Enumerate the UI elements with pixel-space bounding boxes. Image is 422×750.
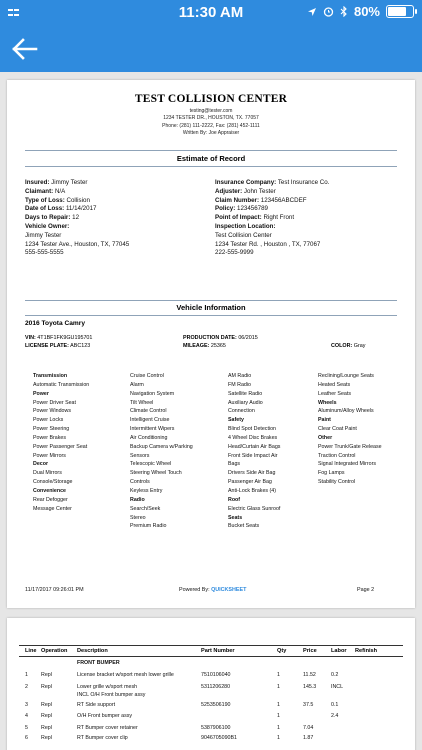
table-cell: 37.5 [303, 702, 314, 708]
info-value: Jimmy Tester [25, 231, 62, 239]
table-cell: 2.4 [331, 713, 339, 719]
production-date-row [183, 335, 258, 341]
table-cell: 3 [25, 702, 28, 708]
option-item: Power Windows [33, 408, 71, 415]
table-row [19, 725, 403, 735]
estimate-table-header [19, 645, 403, 657]
option-item: Power Brakes [33, 434, 66, 441]
info-value: Jimmy Tester [51, 179, 88, 186]
table-cell: FRONT BUMPER [77, 660, 120, 666]
table-cell: Repl [41, 672, 52, 678]
vehicle-name: 2016 Toyota Camry [25, 320, 85, 327]
option-category: Convenience [33, 487, 66, 494]
info-row [215, 197, 329, 206]
status-bar [0, 0, 422, 26]
option-item: Satellite Radio [228, 390, 263, 397]
option-item: Bucket Seats [228, 523, 260, 530]
table-row [19, 672, 403, 682]
info-row [25, 205, 129, 214]
option-item: Leather Seats [318, 390, 351, 397]
info-row [25, 188, 129, 197]
table-cell: O/H Front bumper assy [77, 713, 133, 719]
column-header: Operation [41, 648, 68, 654]
alarm-icon [323, 6, 334, 17]
vin-value: 4T1BF1FK9GU195701 [37, 335, 93, 341]
info-row [25, 241, 129, 250]
divider [25, 166, 397, 167]
option-item: Backup Camera w/Parking [130, 443, 193, 450]
info-value: John Tester [243, 187, 276, 195]
info-row [25, 214, 129, 223]
table-cell: RT Side support [77, 702, 116, 708]
option-item: Electric Glass Sunroof [228, 505, 281, 512]
info-row [215, 223, 329, 232]
info-label: Type of Loss: [25, 196, 65, 204]
table-cell: 1 [277, 684, 280, 690]
options-column-1 [33, 372, 89, 514]
table-cell: 5311206280 [201, 684, 231, 690]
table-cell: 7.04 [303, 725, 314, 731]
status-time: 11:30 AM [178, 4, 244, 21]
option-item: Tilt Wheel [130, 399, 154, 406]
table-cell: License bracket w/sport mesh lower grille [77, 672, 174, 678]
footer-timestamp: 11/17/2017 09:26:01 PM [25, 587, 84, 593]
option-item: Clear Coat Paint [318, 426, 357, 433]
option-item: Dual Mirrors [33, 470, 62, 477]
option-item: Front Side Impact Air [228, 452, 278, 459]
plate-label: LICENSE PLATE: [25, 343, 69, 349]
option-item: Anti-Lock Brakes (4) [228, 487, 276, 494]
column-header: Line [25, 648, 37, 654]
table-row [19, 692, 403, 702]
info-label: Inspection Location: [215, 222, 276, 230]
option-item: Reclining/Lounge Seats [318, 373, 374, 379]
option-item: Intelligent Cruise [130, 417, 170, 424]
table-cell: INCL O/H Front bumper assy [77, 692, 146, 698]
table-cell: 5387906100 [201, 725, 231, 731]
report-header [7, 93, 415, 137]
option-item: Premium Radio [130, 523, 167, 530]
table-row [19, 660, 403, 670]
battery-icon [386, 5, 414, 18]
info-value: 1234 Tester Ave., Houston, TX, 77045 [25, 240, 130, 248]
option-item: Power Locks [33, 417, 64, 424]
color-value: Gray [353, 343, 366, 349]
option-item: Bags [228, 461, 241, 468]
info-row [25, 223, 129, 232]
info-value: 11/14/2017 [65, 205, 97, 213]
info-value: 555-555-5555 [25, 249, 64, 257]
company-phone: Phone: (281) 111-2222, Fax: (281) 452-1111 [162, 122, 260, 129]
option-item: Auxiliary Audio [228, 399, 263, 406]
option-item: Keyless Entry [130, 487, 163, 494]
production-date-label: PRODUCTION DATE: [183, 335, 237, 341]
page-number: Page 2 [357, 587, 375, 593]
table-row [19, 713, 403, 723]
table-cell: INCL [331, 684, 344, 690]
info-label: Policy: [215, 205, 236, 213]
powered-by [179, 587, 246, 593]
info-row [215, 232, 329, 241]
divider [25, 315, 397, 316]
location-icon [307, 7, 317, 17]
option-item: Console/Storage [33, 479, 73, 486]
table-cell: 5253506190 [201, 702, 231, 708]
option-item: Climate Control [130, 408, 167, 415]
info-value: 12 [72, 214, 80, 222]
info-row [215, 188, 329, 197]
written-by: Written By: Joe Appraiser [182, 129, 240, 136]
table-cell: RT Bumper cover clip [77, 735, 128, 741]
table-cell: 1.87 [303, 735, 314, 741]
option-item: Search/Seek [130, 505, 161, 512]
option-category: Seats [228, 514, 243, 521]
option-category: Roof [228, 496, 241, 503]
table-cell: Repl [41, 735, 52, 741]
option-item: Message Center [33, 505, 72, 512]
option-item: AM Radio [228, 373, 252, 379]
option-item: Heated Seats [318, 381, 351, 388]
estimate-page [7, 618, 415, 750]
info-label: Claim Number: [215, 196, 260, 204]
info-row [25, 232, 129, 241]
powered-by-label: Powered By: [179, 587, 210, 593]
option-item: Blind Spot Detection [228, 426, 276, 433]
table-cell: 9046705090B1 [201, 735, 237, 741]
option-item: 4 Wheel Disc Brakes [228, 434, 278, 441]
option-item: Power Trunk/Gate Release [318, 443, 382, 450]
option-item: Aluminum/Alloy Wheels [318, 408, 374, 415]
table-cell: 1 [277, 725, 280, 731]
option-category: Power [33, 390, 49, 397]
info-row [215, 205, 329, 214]
back-arrow-icon[interactable] [10, 35, 40, 63]
info-value: Right Front [263, 214, 295, 222]
option-item: Stability Control [318, 479, 356, 486]
estimate-title: Estimate of Record [176, 154, 246, 163]
report-page [7, 80, 415, 608]
table-row [19, 735, 403, 745]
info-value: 123456ABCDEF [260, 196, 307, 204]
option-category: Safety [228, 417, 244, 424]
table-cell: Lower grille w/sport mesh [77, 684, 138, 690]
option-category: Decor [33, 461, 49, 468]
mileage-value: 25365 [210, 343, 226, 349]
option-item: Power Passenger Seat [33, 443, 88, 450]
table-cell: Repl [41, 713, 52, 719]
table-cell: 1 [277, 713, 280, 719]
info-value: 222-555-9999 [215, 249, 254, 257]
info-row [215, 214, 329, 223]
color-row [331, 343, 365, 349]
options-column-4 [318, 372, 382, 487]
option-item: Connection [228, 408, 255, 415]
option-category: Radio [130, 496, 145, 503]
table-cell: Repl [41, 725, 52, 731]
table-cell: 5 [25, 725, 28, 731]
table-cell: 11.52 [303, 672, 316, 678]
option-item: Rear Defogger [33, 496, 68, 503]
table-cell: 4 [25, 713, 28, 719]
option-category: Transmission [33, 373, 68, 379]
info-row [215, 179, 329, 188]
column-header: Refinish [355, 648, 378, 654]
table-cell: 1 [277, 672, 280, 678]
table-cell: 6 [25, 735, 28, 741]
option-item: Air Conditioning [130, 434, 168, 441]
table-cell: 0.2 [331, 672, 339, 678]
table-cell: Repl [41, 684, 52, 690]
option-item: FM Radio [228, 381, 251, 388]
column-header: Price [303, 648, 317, 654]
table-cell: 1 [25, 672, 28, 678]
options-column-3 [228, 372, 280, 531]
option-item: Stereo [130, 514, 146, 521]
option-category: Wheels [318, 399, 337, 406]
info-label: Date of Loss: [25, 205, 65, 213]
table-row [19, 702, 403, 712]
option-item: Automatic Transmission [33, 381, 90, 388]
options-column-2 [130, 372, 193, 531]
table-cell: 1 [277, 702, 280, 708]
info-label: Claimant: [25, 187, 54, 195]
option-item: Alarm [130, 381, 144, 388]
option-item: Signal Integrated Mirrors [318, 461, 376, 468]
info-value: 123456789 [237, 205, 269, 213]
table-cell: 7510106040 [201, 672, 231, 678]
option-item: Power Steering [33, 426, 70, 433]
info-label: Vehicle Owner: [25, 222, 70, 230]
option-item: Cruise Control [130, 373, 164, 379]
option-category: Other [318, 434, 333, 441]
company-name: TEST COLLISION CENTER [134, 93, 288, 105]
info-label: Days to Repair: [25, 214, 71, 222]
bluetooth-icon [340, 6, 348, 17]
option-item: Telescopic Wheel [130, 461, 172, 468]
battery-percent: 80% [353, 4, 380, 19]
info-value: Collision [66, 196, 90, 204]
table-cell: 2 [25, 684, 28, 690]
column-header: Part Number [201, 648, 235, 654]
option-item: Head/Curtain Air Bags [228, 443, 281, 450]
option-item: Intermittent Wipers [130, 426, 175, 433]
plate-row [25, 343, 90, 349]
option-item: Sensors [130, 452, 150, 459]
info-label: Adjuster: [215, 187, 243, 195]
option-item: Fog Lamps [318, 470, 345, 477]
option-category: Paint [318, 417, 331, 424]
info-value: N/A [54, 187, 66, 195]
table-cell: 1 [277, 735, 280, 741]
navigation-bar [0, 26, 422, 72]
info-row [25, 197, 129, 206]
option-item: Drivers Side Air Bag [228, 470, 276, 477]
info-row [25, 179, 129, 188]
info-row [215, 241, 329, 250]
info-label: Insured: [25, 179, 50, 186]
vin-label: VIN: [25, 335, 36, 341]
info-label: Insurance Company: [215, 179, 277, 186]
info-row [25, 249, 129, 258]
quicksheet-logo: QUICKSHEET [211, 587, 247, 593]
option-item: Controls [130, 479, 150, 486]
production-date-value: 06/2015 [238, 335, 258, 341]
info-value: 1234 Tester Rd. , Houston , TX, 77067 [215, 240, 321, 248]
option-item: Passenger Air Bag [228, 479, 272, 486]
info-label: Point of Impact: [215, 214, 262, 222]
company-email: testing@tester.com [189, 108, 233, 114]
column-header: Description [77, 648, 108, 654]
info-value: Test Collision Center [215, 231, 272, 239]
divider [25, 300, 397, 301]
info-value: Test Insurance Co. [277, 179, 330, 186]
vin-row [25, 335, 92, 341]
color-label: COLOR: [331, 343, 353, 349]
divider [25, 150, 397, 151]
table-cell: 0.1 [331, 702, 339, 708]
option-item: Traction Control [318, 452, 356, 459]
insured-info [25, 179, 129, 258]
insurance-info [215, 179, 329, 258]
option-item: Steering Wheel Touch [130, 470, 182, 477]
column-header: Labor [331, 648, 347, 654]
table-cell: RT Bumper cover retainer [77, 725, 138, 731]
column-header: Qty [277, 648, 287, 654]
plate-value: ABC123 [70, 343, 91, 349]
info-row [215, 249, 329, 258]
table-cell: 145.3 [303, 684, 317, 690]
option-item: Power Mirrors [33, 452, 66, 459]
company-address: 1234 TESTER DR., HOUSTON, TX. 77057 [163, 115, 259, 122]
option-item: Power Driver Seat [33, 399, 76, 406]
mileage-label: MILEAGE: [183, 343, 210, 349]
table-cell: Repl [41, 702, 52, 708]
mileage-row [183, 343, 226, 349]
vehicle-section-title: Vehicle Information [176, 303, 246, 312]
option-item: Navigation System [130, 390, 175, 397]
